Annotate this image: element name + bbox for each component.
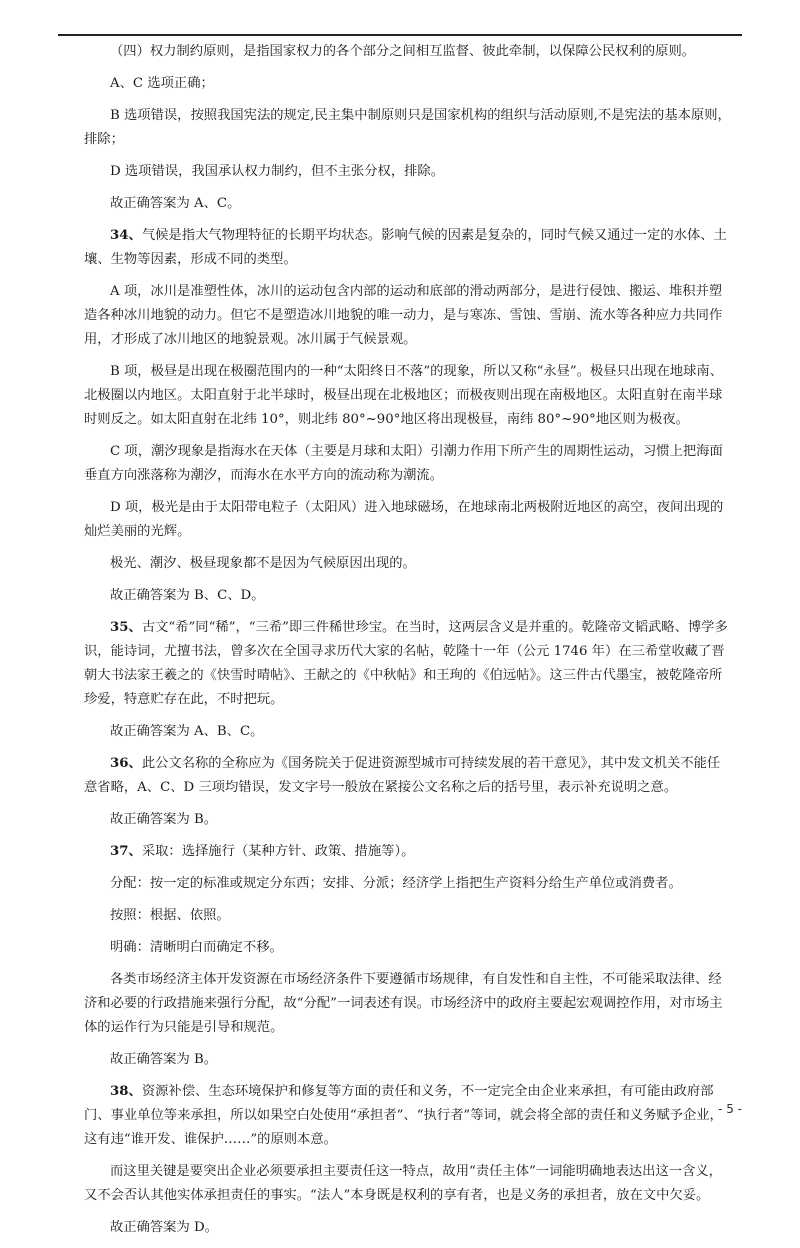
paragraph bbox=[84, 224, 732, 272]
paragraph-text: C 项，潮汐现象是指海水在天体（主要是月球和太阳）引潮力作用下所产生的周期性运动，习惯上把海面垂直方向涨落称为潮汐，而海水在水平方向的流动称为潮流。 bbox=[84, 444, 723, 483]
paragraph-text: 按照：根据、依照。 bbox=[110, 908, 230, 923]
question-number: 37、 bbox=[110, 844, 142, 859]
question-number: 34、 bbox=[110, 228, 142, 243]
paragraph-text: 资源补偿、生态环境保护和修复等方面的责任和义务，不一定完全由企业来承担，有可能由政府部门、事业单位等来承担，所以如果空白处使用“承担者”、“执行者”等词，就会将全部的责任和义务赋予企业，这有违“谁开发、谁保护……”的原则本意。 bbox=[84, 1084, 723, 1147]
paragraph bbox=[84, 360, 732, 432]
paragraph-text: 此公文名称的全称应为《国务院关于促进资源型城市可持续发展的若干意见》，其中发文机关不能任意省略，A、C、D 三项均错误，发文字号一般放在紧接公文名称之后的括号里，表示补充说明之意。 bbox=[84, 756, 721, 795]
paragraph bbox=[84, 872, 732, 896]
paragraph bbox=[84, 552, 732, 576]
paragraph-text: 而这里关键是要突出企业必须要承担主要责任这一特点，故用“责任主体”一词能明确地表达出这一含义，又不会否认其他实体承担责任的事实。“法人”本身既是权利的享有者，也是义务的承担者，放在文中欠妥。 bbox=[84, 1164, 722, 1203]
question-number: 38、 bbox=[110, 1084, 142, 1099]
paragraph bbox=[84, 1080, 732, 1152]
paragraph bbox=[84, 720, 732, 744]
paragraph-text: 各类市场经济主体开发资源在市场经济条件下要遵循市场规律，有自发性和自主性，不可能采取法律、经济和必要的行政措施来强行分配，故“分配”一词表述有误。市场经济中的政府主要起宏观调控作用，对市场主体的运作行为只能是引导和规范。 bbox=[84, 972, 723, 1035]
paragraph bbox=[84, 808, 732, 832]
page-number: - 5 - bbox=[718, 1102, 742, 1116]
paragraph bbox=[84, 280, 732, 352]
page-body bbox=[84, 40, 732, 1248]
paragraph-text: A、C 选项正确； bbox=[110, 76, 214, 91]
paragraph bbox=[84, 904, 732, 928]
paragraph bbox=[84, 40, 732, 64]
paragraph-text: 采取：选择施行（某种方针、政策、措施等）。 bbox=[141, 844, 415, 859]
paragraph-text: 故正确答案为 B。 bbox=[110, 1052, 218, 1067]
paragraph bbox=[84, 72, 732, 96]
paragraph bbox=[84, 616, 732, 712]
paragraph-text: 分配：按一定的标准或规定分东西；安排、分派；经济学上指把生产资料分给生产单位或消费者。 bbox=[110, 876, 682, 891]
paragraph bbox=[84, 1160, 732, 1208]
paragraph-text: 故正确答案为 B。 bbox=[110, 812, 218, 827]
paragraph bbox=[84, 496, 732, 544]
question-number: 35、 bbox=[110, 620, 142, 635]
paragraph-text: 故正确答案为 D。 bbox=[110, 1220, 218, 1235]
paragraph-text: A 项，冰川是准塑性体，冰川的运动包含内部的运动和底部的滑动两部分，是进行侵蚀、搬运、堆积并塑造各种冰川地貌的动力。但它不是塑造冰川地貌的唯一动力，是与寒冻、雪蚀、雪崩、流水等各种应力共同作用，才形成了冰川地区的地貌景观。冰川属于气候景观。 bbox=[84, 284, 723, 347]
paragraph-text: B 选项错误，按照我国宪法的规定,民主集中制原则只是国家机构的组织与活动原则,不是宪法的基本原则，排除； bbox=[84, 108, 731, 147]
paragraph-text: 故正确答案为 A、B、C。 bbox=[110, 724, 264, 739]
paragraph bbox=[84, 1216, 732, 1240]
paragraph-text: 故正确答案为 A、C。 bbox=[110, 196, 241, 211]
paragraph-text: （四）权力制约原则，是指国家权力的各个部分之间相互监督、彼此牵制，以保障公民权利的原则。 bbox=[110, 44, 696, 59]
paragraph bbox=[84, 968, 732, 1040]
paragraph-text: D 项，极光是由于太阳带电粒子（太阳风）进入地球磁场，在地球南北两极附近地区的高空，夜间出现的灿烂美丽的光辉。 bbox=[84, 500, 724, 539]
paragraph-text: 气候是指大气物理特征的长期平均状态。影响气候的因素是复杂的，同时气候又通过一定的水体、土壤、生物等因素，形成不同的类型。 bbox=[84, 228, 727, 267]
paragraph bbox=[84, 192, 732, 216]
paragraph bbox=[84, 1048, 732, 1072]
paragraph-text: 古文“希”同“稀”，“三希”即三件稀世珍宝。在当时，这两层含义是并重的。乾隆帝文韬武略、博学多识，能诗词，尤擅书法，曾多次在全国寻求历代大家的名帖，乾隆十一年（公元 1746 年）在三希堂收藏了晋朝大书法家王羲之的《快雪时晴帖》、王献之的《中秋帖》和王珣的《伯远帖》。这三件古代墨宝，被乾隆帝所珍爱，特意贮存在此，不时把玩。 bbox=[84, 620, 728, 707]
paragraph bbox=[84, 104, 732, 152]
question-number: 36、 bbox=[110, 756, 142, 771]
paragraph bbox=[84, 840, 732, 864]
paragraph-text: B 项，极昼是出现在极圈范围内的一种“太阳终日不落”的现象，所以又称“永昼”。极昼只出现在地球南、北极圈以内地区。太阳直射于北半球时，极昼出现在北极地区；而极夜则出现在南极地区。太阳直射在南半球时则反之。如太阳直射在北纬 10°，则北纬 80°~90°地区将出现极昼，南纬 80°~90°地区则为极夜。 bbox=[84, 364, 723, 427]
paragraph bbox=[84, 160, 732, 184]
header-rule bbox=[58, 34, 742, 36]
paragraph bbox=[84, 440, 732, 488]
paragraph-text: 故正确答案为 B、C、D。 bbox=[110, 588, 265, 603]
paragraph bbox=[84, 936, 732, 960]
paragraph-text: 极光、潮汐、极昼现象都不是因为气候原因出现的。 bbox=[110, 556, 416, 571]
paragraph-text: 明确：清晰明白而确定不移。 bbox=[110, 940, 283, 955]
paragraph-text: D 选项错误，我国承认权力制约，但不主张分权，排除。 bbox=[110, 164, 445, 179]
paragraph bbox=[84, 752, 732, 800]
paragraph bbox=[84, 584, 732, 608]
